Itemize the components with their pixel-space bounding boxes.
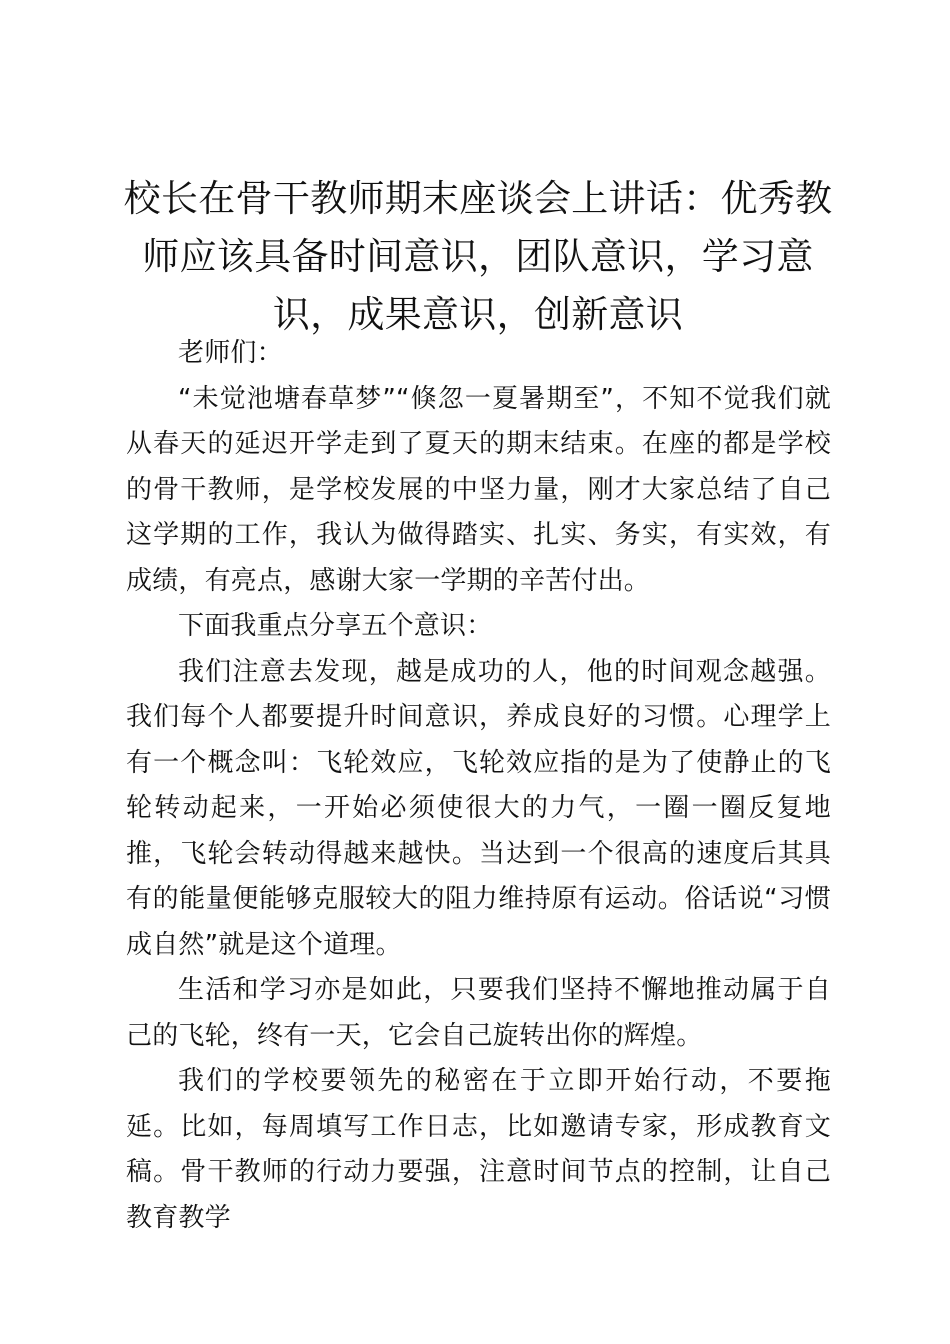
document-body <box>126 331 831 1241</box>
action-paragraph: 我们的学校要领先的秘密在于立即开始行动，不要拖延。比如，每周填写工作日志，比如邀请专家，形成教育文稿。骨干教师的行动力要强，注意时间节点的控制，让自己教育教学 <box>126 1066 831 1233</box>
topic-intro-paragraph: 下面我重点分享五个意识： <box>178 611 493 641</box>
time-awareness-paragraph: 我们注意去发现，越是成功的人，他的时间观念越强。我们每个人都要提升时间意识，养成良好的习惯。心理学上有一个概念叫：飞轮效应，飞轮效应指的是为了使静止的飞轮转动起来，一开始必须使很大的力气，一圈一圈反复地推，飞轮会转动得越来越快。当达到一个很高的速度后其具有的能量便能够克服较大的阻力维持原有运动。俗话说“习惯成自然”就是这个道理。 <box>126 656 831 960</box>
flywheel-paragraph: 生活和学习亦是如此，只要我们坚持不懈地推动属于自己的飞轮，终有一天，它会自己旋转出你的辉煌。 <box>126 975 831 1051</box>
document-title: 校长在骨干教师期末座谈会上讲话：优秀教师应该具备时间意识，团队意识，学习意识，成果意识，创新意识 <box>123 177 833 336</box>
opening-paragraph: “未觉池塘春草梦”“倏忽一夏暑期至”，不知不觉我们就从春天的延迟开学走到了夏天的期末结束。在座的都是学校的骨干教师，是学校发展的中坚力量，刚才大家总结了自己这学期的工作，我认为做得踏实、扎实、务实，有实效，有成绩，有亮点，感谢大家一学期的辛苦付出。 <box>126 383 831 596</box>
salutation-paragraph: 老师们： <box>178 338 283 368</box>
